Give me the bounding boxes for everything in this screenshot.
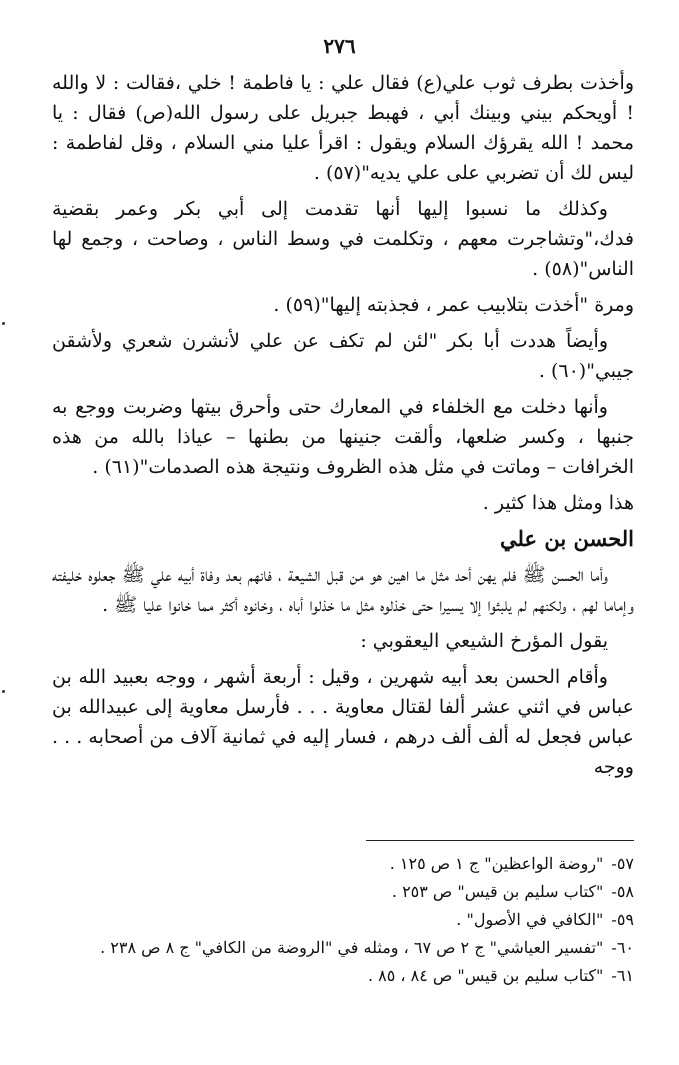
- footnote-number: ٦١-: [611, 966, 634, 985]
- footnote-text: "روضة الواعظين" ج ١ ص ١٢٥ .: [389, 854, 604, 873]
- footnote-text: "كتاب سليم بن قيس" ص ٨٤ ، ٨٥ .: [367, 966, 604, 985]
- footnote-divider: [366, 840, 634, 841]
- scan-margin-dot: [2, 690, 5, 693]
- footnote-text: "تفسير العياشي" ج ٢ ص ٦٧ ، ومثله في "الروضة من الكافي" ج ٨ ص ٢٣٨ .: [100, 938, 604, 957]
- footnote: [52, 934, 634, 962]
- footnote-number: ٦٠-: [611, 938, 634, 957]
- footnote: [52, 850, 634, 878]
- footnotes: [52, 850, 634, 990]
- paragraph-battles: وأنها دخلت مع الخلفاء في المعارك حتى وأحرق بيتها وضربت ووجع به جنبها ، وكسر ضلعها، وألقت جنينها من بطنها – عياذا بالله من هذه الخرافات – وماتت في مثل هذه الظروف ونتيجة هذه الصدمات"(٦١) .: [52, 396, 634, 478]
- footnote: [52, 878, 634, 906]
- footnote-number: ٥٧-: [611, 854, 634, 873]
- paragraph-closing: هذا ومثل هذا كثير .: [482, 492, 634, 514]
- footnote: [52, 906, 634, 934]
- page-number: ٢٧٦: [323, 34, 356, 58]
- paragraph-hasan: وأما الحسن ﷺ فلم يهن أحد مثل ما اهين هو من قبل الشيعة ، فانهم بعد وفاة أبيه علي ﷺ جعلوه خليفته وإماما لهم ، ولكنهم لم يلبثوا إلا يسيرا حتى خذلوه مثل ما خذلوا أباه ، وخانوه أكثر مما خانوا عليا ﷺ .: [52, 564, 634, 616]
- paragraph-umar: ومرة "أخذت بتلابيب عمر ، فجذبته إليها"(٥٩) .: [273, 294, 634, 316]
- footnote: [52, 962, 634, 990]
- footnote-text: "الكافي في الأصول" .: [456, 910, 604, 929]
- main-text: [52, 68, 634, 788]
- paragraph-fadak: وكذلك ما نسبوا إليها أنها تقدمت إلى أبي بكر وعمر بقضية فدك،"وتشاجرت معهم ، وتكلمت في وسط الناس ، وصاحت ، وجمع لها الناس"(٥٨) .: [52, 198, 634, 280]
- paragraph-yaqubi-quote: وأقام الحسن بعد أبيه شهرين ، وقيل : أربعة أشهر ، ووجه بعبيد الله بن عباس في اثني عشر ألفا لقتال معاوية . . . فأرسل معاوية إلى عبيدالله بن عباس فجعل له ألف ألف درهم ، فسار إليه في ثمانية آلاف من أصحابه . . . ووجه: [52, 666, 634, 778]
- footnote-number: ٥٩-: [611, 910, 634, 929]
- paragraph-yaqubi-intro: يقول المؤرخ الشيعي اليعقوبي :: [360, 630, 608, 652]
- paragraph-continuation: وأخذت بطرف ثوب علي(ع) فقال علي : يا فاطمة ! خلي ،فقالت : لا والله ! أويحكم بيني وبينك أبي ، فهبط جبريل على رسول الله(ص) فقال : يا محمد ! الله يقرؤك السلام ويقول : اقرأ عليا مني السلام ، وقل لفاطمة : ليس لك أن تضربي على علي يديه"(٥٧) .: [52, 72, 634, 184]
- paragraph-abu-bakr: وأيضاً هددت أبا بكر "لئن لم تكف عن علي لأنشرن شعري ولأشقن جيبي"(٦٠) .: [52, 330, 634, 382]
- scan-margin-dot: [2, 322, 5, 325]
- footnote-number: ٥٨-: [611, 882, 634, 901]
- section-heading: الحسن بن علي: [500, 526, 634, 551]
- footnote-text: "كتاب سليم بن قيس" ص ٢٥٣ .: [391, 882, 604, 901]
